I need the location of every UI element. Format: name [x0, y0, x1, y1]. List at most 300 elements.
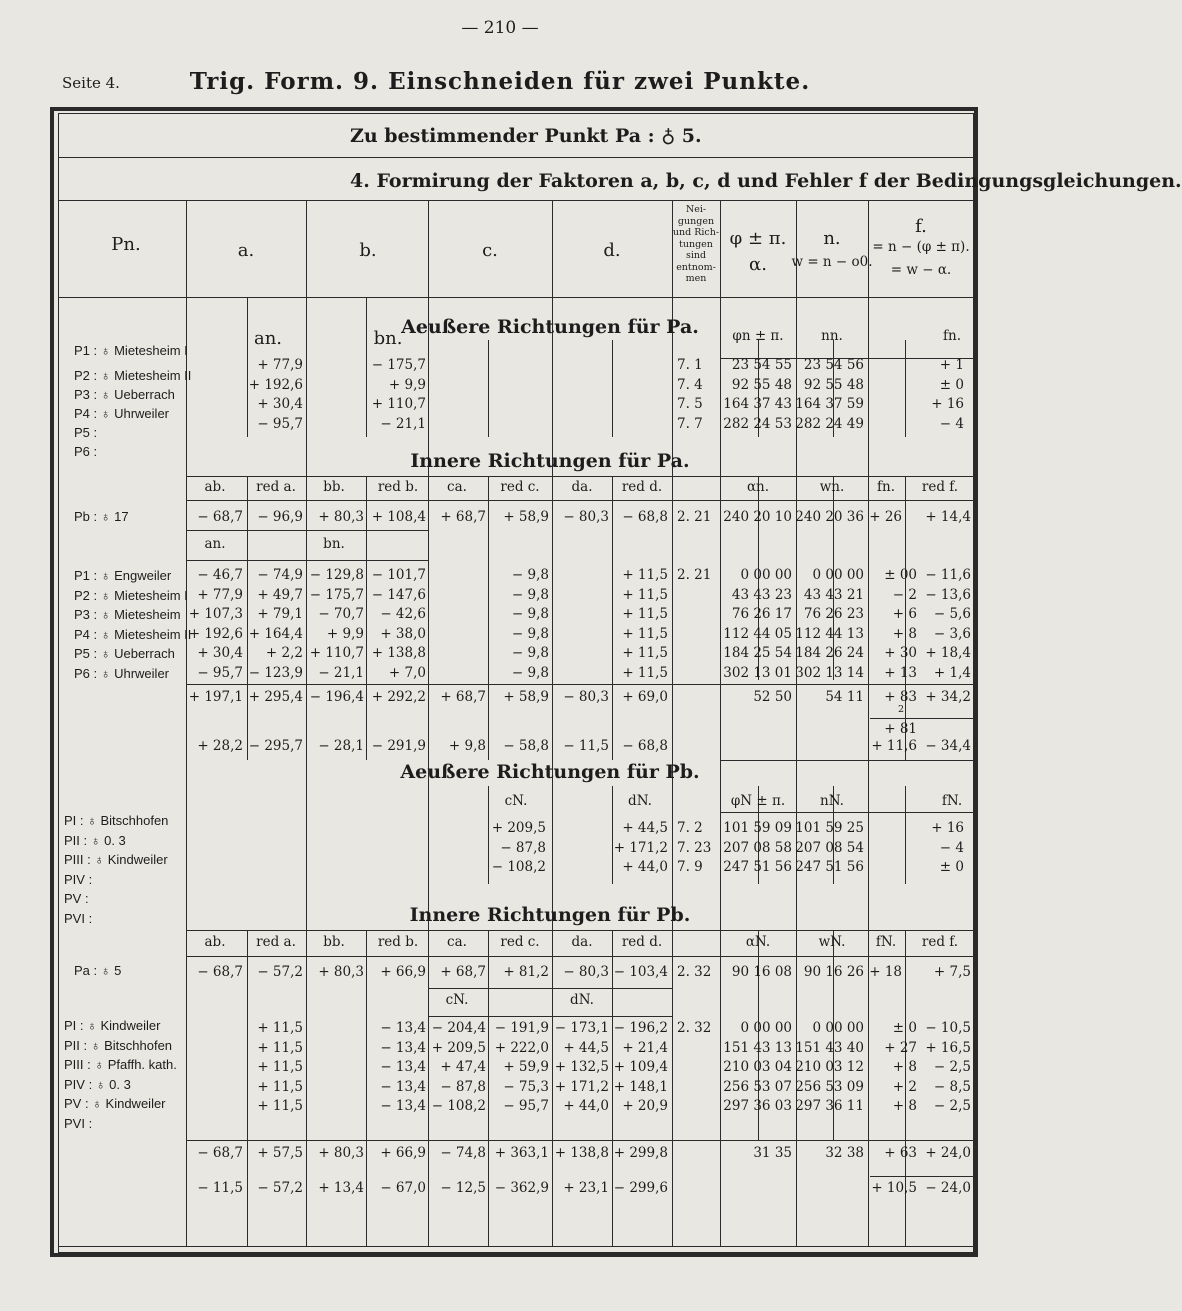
cell-value: 101 59 09: [723, 820, 792, 836]
cell-value: − 175,7: [309, 586, 364, 603]
cell-value: + 295,4: [248, 689, 303, 705]
cell-value: + 11,5: [257, 1020, 303, 1036]
cell-value: + 192,6: [248, 376, 303, 393]
cell-value: + 44,5: [563, 1039, 609, 1056]
header-source-note: sind: [685, 250, 707, 261]
cell-value: − 5,6: [933, 606, 971, 622]
cell-value: 2. 21: [677, 567, 712, 583]
cell-value: + 57,5: [257, 1145, 303, 1161]
column-line: [366, 930, 367, 1246]
cell-value: + 9,9: [388, 376, 426, 393]
cell-value: − 95,7: [503, 1098, 549, 1114]
cell-value: + 47,4: [440, 1059, 486, 1075]
header-c: c.: [482, 240, 498, 261]
point-label: P2 : ♁ Mietesheim II: [74, 368, 192, 383]
cell-value: 151 43 40: [795, 1039, 864, 1056]
cell-value: 92 55 48: [731, 376, 792, 393]
cell-value: 7. 1: [677, 357, 703, 373]
cell-value: 297 36 03: [723, 1098, 792, 1114]
column-line: [868, 200, 869, 1246]
cell-value: ± 0: [892, 1020, 917, 1036]
column-line: [306, 200, 307, 1246]
cell-value: 7. 7: [677, 415, 703, 432]
cell-value: + 16: [931, 820, 964, 836]
column-line: [612, 340, 613, 437]
rule-line: [870, 718, 974, 719]
cell-value: − 123,9: [248, 664, 303, 681]
subhead-red-d: red d.: [621, 479, 663, 495]
point-label: PIV : ♁ 0. 3: [64, 1076, 131, 1092]
column-line: [247, 476, 248, 760]
cell-value: + 38,0: [380, 625, 426, 642]
cell-value: − 3,6: [933, 625, 971, 642]
subhead-nn: nn.: [821, 328, 843, 344]
cell-value: + 164,4: [248, 625, 303, 642]
cell-value: − 13,4: [380, 1020, 426, 1036]
cell-value: 32 38: [825, 1145, 864, 1161]
cell-value: 240 20 10: [723, 509, 792, 525]
point-label: P4 : ♁ Uhrweiler: [74, 406, 169, 421]
rule-line: [186, 560, 428, 561]
cell-value: + 30,4: [197, 645, 243, 661]
point-label: PIII : ♁ Pfaffh. kath.: [64, 1057, 177, 1072]
cell-value: + 11,5: [622, 606, 668, 622]
subhead-ab-b: ab.: [204, 934, 226, 950]
cell-value: 101 59 25: [795, 820, 864, 836]
rule-line: [720, 812, 974, 813]
cell-value: + 11,5: [257, 1039, 303, 1056]
cell-value: + 58,9: [503, 689, 549, 705]
cell-value: 302 13 14: [795, 664, 864, 681]
subhead-fN-inner: fN.: [875, 934, 897, 950]
subhead-fn: fn.: [943, 328, 961, 344]
cell-value: − 2,5: [933, 1098, 971, 1114]
rule-section-title: [58, 200, 974, 201]
subhead-cN-2: cN.: [445, 992, 469, 1008]
cell-value: 7. 4: [677, 376, 703, 393]
form-page-label: Seite 4.: [62, 74, 120, 92]
rule-line: [428, 1016, 672, 1017]
column-line: [672, 200, 673, 1246]
cell-value: 282 24 49: [795, 415, 864, 432]
cell-value: − 68,7: [197, 964, 243, 980]
cell-value: 164 37 59: [795, 396, 864, 412]
cell-value: 2. 21: [677, 509, 712, 525]
cell-value: + 209,5: [431, 1039, 486, 1056]
cell-value: + 58,9: [503, 509, 549, 525]
cell-value: + 8: [892, 625, 917, 642]
cell-value: + 108,4: [371, 509, 426, 525]
header-w: w = n − o0.: [791, 254, 873, 270]
cell-value: − 74,9: [257, 567, 303, 583]
cell-value: + 16: [931, 396, 964, 412]
subhead-dN: dN.: [628, 793, 652, 809]
cell-value: + 107,3: [188, 606, 243, 622]
cell-value: 90 16 08: [731, 964, 792, 980]
column-line: [366, 476, 367, 760]
cell-value: + 197,1: [188, 689, 243, 705]
header-b: b.: [359, 240, 377, 261]
cell-value: − 108,2: [431, 1098, 486, 1114]
cell-value: − 96,9: [257, 509, 303, 525]
cell-value: − 80,3: [563, 689, 609, 705]
subhead-w-n: wn.: [819, 479, 845, 495]
cell-value: − 12,5: [440, 1180, 486, 1196]
cell-value: + 209,5: [491, 820, 546, 836]
header-source-note: Nei-: [685, 204, 707, 215]
cell-value: + 138,8: [371, 645, 426, 661]
section-title: 4. Formirung der Faktoren a, b, c, d und Fehler f der Bedingungsgleichungen.: [350, 170, 1182, 192]
header-source-note: tungen: [679, 238, 713, 250]
cell-value: 76 26 17: [731, 606, 792, 622]
cell-value: ± 0: [939, 859, 964, 875]
cell-value: + 30: [884, 645, 917, 661]
header-f-formula1: = n − (φ ± π).: [872, 239, 970, 255]
cell-value: + 44,0: [563, 1098, 609, 1114]
subhead-bn: bn.: [373, 328, 403, 349]
subhead-cN: cN.: [504, 793, 528, 809]
cell-value: + 11,6: [871, 738, 917, 754]
subhead-ab: ab.: [204, 479, 226, 495]
cell-value: − 24,0: [925, 1180, 971, 1196]
point-label: P6 : ♁ Uhrweiler: [74, 665, 169, 681]
header-source-note: und Rich-: [672, 227, 720, 238]
cell-value: ± 00: [884, 567, 917, 583]
cell-value: + 80,3: [318, 964, 364, 980]
rule-line: [186, 684, 974, 685]
column-line: [247, 930, 248, 1246]
cell-value: + 132,5: [554, 1059, 609, 1075]
cell-value: 90 16 26: [803, 964, 864, 980]
subhead-da: da.: [571, 479, 593, 495]
subhead-alphaN: αN.: [745, 934, 771, 950]
cell-value: + 2,2: [265, 645, 303, 661]
header-f-formula2: = w − α.: [890, 262, 952, 278]
cell-value: + 292,2: [371, 689, 426, 705]
cell-value: 247 51 56: [723, 859, 792, 875]
cell-value: + 11,5: [622, 625, 668, 642]
cell-value: 207 08 58: [723, 839, 792, 856]
point-label: PV :: [64, 891, 89, 906]
cell-value: + 81,2: [503, 964, 549, 980]
column-line: [488, 340, 489, 437]
cell-value: 164 37 43: [723, 396, 792, 412]
page-number: — 210 —: [461, 18, 539, 38]
cell-value: − 58,8: [503, 738, 549, 754]
point-label: P6 :: [74, 444, 98, 459]
cell-value: 0 00 00: [812, 567, 864, 583]
cell-value: − 173,1: [554, 1020, 609, 1036]
cell-value: − 68,7: [197, 1145, 243, 1161]
subhead-phin: φn ± π.: [732, 328, 784, 344]
cell-value: 210 03 12: [795, 1059, 864, 1075]
cell-value: − 13,6: [925, 586, 971, 603]
cell-value: − 9,8: [511, 625, 549, 642]
subhead-ca-b: ca.: [447, 934, 467, 950]
cell-value: − 80,3: [563, 509, 609, 525]
point-to-determine: Zu bestimmender Punkt Pa : ♁ 5.: [350, 125, 702, 147]
point-label: PI : ♁ Bitschhofen: [64, 813, 169, 828]
cell-value: + 110,7: [371, 396, 426, 412]
cell-value: − 57,2: [257, 964, 303, 980]
cell-value: 2. 32: [677, 1020, 712, 1036]
cell-value: − 21,1: [318, 664, 364, 681]
cell-value: + 13,4: [318, 1180, 364, 1196]
cell-value: − 299,6: [613, 1180, 668, 1196]
cell-value: + 2: [892, 1078, 917, 1095]
cell-value: + 1: [939, 357, 964, 373]
cell-value: − 95,7: [197, 664, 243, 681]
cell-value: − 13,4: [380, 1078, 426, 1095]
rule-line: [186, 530, 428, 531]
cell-value: − 13,4: [380, 1039, 426, 1056]
subhead-red-f: red f.: [921, 479, 959, 495]
cell-value: + 109,4: [613, 1059, 668, 1075]
rule-line: [186, 956, 974, 957]
cell-value: + 7,5: [933, 964, 971, 980]
header-pn: Pn.: [111, 234, 141, 255]
cell-value: + 79,1: [257, 606, 303, 622]
header-source-note: men: [685, 273, 707, 284]
cell-value: + 34,2: [925, 689, 971, 705]
cell-value: + 138,8: [554, 1145, 609, 1161]
cell-value: − 13,4: [380, 1059, 426, 1075]
cell-value: − 196,2: [613, 1020, 668, 1036]
cell-value: + 1,4: [933, 664, 971, 681]
cell-value: 0 00 00: [812, 1020, 864, 1036]
cell-value: ± 0: [939, 376, 964, 393]
cell-value: + 11,5: [622, 645, 668, 661]
cell-value: + 44,0: [622, 859, 668, 875]
cell-value: + 69,0: [622, 689, 668, 705]
header-phi: φ ± π.: [729, 228, 787, 249]
rule-line: [720, 760, 974, 761]
header-source-note: gungen: [677, 215, 715, 227]
cell-value: 0 00 00: [740, 567, 792, 583]
subhead-da-b: da.: [571, 934, 593, 950]
subhead-fN: fN.: [941, 793, 963, 809]
point-label: P5 :: [74, 425, 98, 440]
cell-value: + 11,5: [257, 1059, 303, 1075]
cell-value: − 74,8: [440, 1145, 486, 1161]
cell-value: 151 43 13: [723, 1039, 792, 1056]
cell-value: + 18: [869, 964, 902, 980]
cell-value: − 95,7: [257, 415, 303, 432]
cell-value: 31 35: [753, 1145, 792, 1161]
column-line: [720, 200, 721, 1246]
cell-value: 282 24 53: [723, 415, 792, 432]
point-label: P3 : ♁ Ueberrach: [74, 387, 175, 402]
cell-value: 247 51 56: [795, 859, 864, 875]
point-label: PIV :: [64, 871, 93, 887]
half-note: 2: [898, 704, 905, 715]
rule-line: [186, 500, 974, 501]
cell-value: − 9,8: [511, 567, 549, 583]
cell-value: + 66,9: [380, 1145, 426, 1161]
cell-value: + 28,2: [197, 738, 243, 754]
cell-value: + 110,7: [309, 645, 364, 661]
rule-line: [186, 1140, 974, 1141]
cell-value: − 34,4: [925, 738, 971, 754]
subhead-an: an.: [253, 328, 283, 349]
cell-value: + 27: [884, 1039, 917, 1056]
subhead-bb: bb.: [323, 479, 345, 495]
cell-value: − 75,3: [503, 1078, 549, 1095]
cell-value: + 9,8: [448, 738, 486, 754]
cell-value: − 101,7: [371, 567, 426, 583]
cell-value: − 11,6: [925, 567, 971, 583]
cell-value: + 6: [892, 606, 917, 622]
page-title: Trig. Form. 9. Einschneiden für zwei Punkte.: [189, 68, 811, 95]
cell-value: − 4: [939, 839, 964, 856]
cell-value: − 9,8: [511, 586, 549, 603]
point-label: PI : ♁ Kindweiler: [64, 1018, 161, 1033]
cell-value: − 103,4: [613, 964, 668, 980]
cell-value: + 363,1: [494, 1145, 549, 1161]
rule-line: [186, 476, 974, 477]
subhead-bb-b: bb.: [323, 934, 345, 950]
cell-value: − 11,5: [563, 738, 609, 754]
section-internal-a: Innere Richtungen für Pa.: [410, 450, 690, 472]
cell-value: − 295,7: [248, 738, 303, 754]
cell-value: + 80,3: [318, 1145, 364, 1161]
rule-line: [428, 988, 672, 989]
point-label: PII : ♁ 0. 3: [64, 832, 126, 848]
cell-value: − 8,5: [933, 1078, 971, 1095]
subhead-ca: ca.: [447, 479, 467, 495]
point-label-pa: Pa : ♁ 5: [74, 963, 122, 978]
cell-value: + 68,7: [440, 964, 486, 980]
cell-value: 7. 23: [677, 839, 712, 856]
cell-value: + 49,7: [257, 586, 303, 603]
cell-value: − 147,6: [371, 586, 426, 603]
cell-value: − 13,4: [380, 1098, 426, 1114]
rule-line: [870, 1176, 974, 1177]
cell-value: + 68,7: [440, 509, 486, 525]
cell-value: + 11,5: [622, 567, 668, 583]
cell-value: − 57,2: [257, 1180, 303, 1196]
cell-value: + 68,7: [440, 689, 486, 705]
cell-value: − 196,4: [309, 689, 364, 705]
cell-value: + 81: [884, 721, 917, 737]
header-alpha: α.: [749, 254, 767, 275]
column-line: [247, 297, 248, 437]
subhead-nN: nN.: [820, 793, 844, 809]
subhead-dN-2: dN.: [570, 992, 594, 1008]
point-label: PVI :: [64, 910, 93, 926]
cell-value: + 8: [892, 1059, 917, 1075]
cell-value: + 11,5: [622, 664, 668, 681]
point-label: P1 : ♁ Engweiler: [74, 568, 172, 583]
section-external-a: Aeußere Richtungen für Pa.: [401, 316, 699, 338]
header-f: f.: [915, 216, 927, 237]
cell-value: − 291,9: [371, 738, 426, 754]
cell-value: 76 26 23: [803, 606, 864, 622]
cell-value: − 28,1: [318, 738, 364, 754]
cell-value: + 59,9: [503, 1059, 549, 1075]
cell-value: 112 44 13: [795, 625, 864, 642]
column-line: [428, 200, 429, 1246]
header-a: a.: [237, 240, 255, 261]
cell-value: − 191,9: [494, 1020, 549, 1036]
cell-value: − 87,8: [500, 839, 546, 856]
point-label-pb: Pb : ♁ 17: [74, 509, 129, 524]
point-label: P2 : ♁ Mietesheim I: [74, 587, 188, 603]
point-label: PII : ♁ Bitschhofen: [64, 1037, 173, 1053]
cell-value: − 11,5: [197, 1180, 243, 1196]
cell-value: 184 26 24: [795, 645, 864, 661]
cell-value: 207 08 54: [795, 839, 864, 856]
cell-value: − 9,8: [511, 664, 549, 681]
cell-value: + 26: [869, 509, 902, 525]
cell-value: + 171,2: [613, 839, 668, 856]
column-line: [366, 297, 367, 437]
subhead-red-d-b: red d.: [621, 934, 663, 950]
cell-value: + 10,5: [871, 1180, 917, 1196]
point-label: PVI :: [64, 1115, 93, 1131]
cell-value: 184 25 54: [723, 645, 792, 661]
cell-value: 7. 5: [677, 396, 703, 412]
cell-value: − 2,5: [933, 1059, 971, 1075]
cell-value: 54 11: [825, 689, 864, 705]
column-line: [905, 340, 906, 437]
header-d: d.: [603, 240, 621, 261]
cell-value: 23 54 55: [731, 357, 792, 373]
cell-value: + 299,8: [613, 1145, 668, 1161]
cell-value: + 30,4: [257, 396, 303, 412]
cell-value: + 11,5: [257, 1098, 303, 1114]
cell-value: + 20,9: [622, 1098, 668, 1114]
cell-value: − 67,0: [380, 1180, 426, 1196]
subhead-red-c: red c.: [500, 479, 540, 495]
cell-value: − 68,8: [622, 509, 668, 525]
cell-value: + 13: [884, 664, 917, 681]
cell-value: + 77,9: [197, 586, 243, 603]
cell-value: + 192,6: [188, 625, 243, 642]
subhead-red-b-b: red b.: [377, 934, 419, 950]
column-line: [488, 476, 489, 760]
point-label: PV : ♁ Kindweiler: [64, 1096, 166, 1111]
subhead-an-2: an.: [204, 536, 226, 552]
subhead-fn-inner: fn.: [877, 479, 895, 495]
subhead-red-a: red a.: [256, 479, 296, 495]
cell-value: − 204,4: [431, 1020, 486, 1036]
cell-value: − 2: [892, 586, 917, 603]
cell-value: − 175,7: [371, 357, 426, 373]
point-label: PIII : ♁ Kindweiler: [64, 852, 168, 867]
header-n: n.: [823, 228, 841, 249]
cell-value: 0 00 00: [740, 1020, 792, 1036]
cell-value: + 171,2: [554, 1078, 609, 1095]
cell-value: 23 54 56: [803, 357, 864, 373]
column-line: [612, 476, 613, 760]
cell-value: − 4: [939, 415, 964, 432]
cell-value: 112 44 05: [723, 625, 792, 642]
cell-value: + 14,4: [925, 509, 971, 525]
cell-value: 43 43 21: [803, 586, 864, 603]
cell-value: + 148,1: [613, 1078, 668, 1095]
cell-value: 2. 32: [677, 964, 712, 980]
cell-value: + 222,0: [494, 1039, 549, 1056]
cell-value: 7. 9: [677, 859, 703, 875]
subhead-red-b: red b.: [377, 479, 419, 495]
cell-value: 92 55 48: [803, 376, 864, 393]
cell-value: − 68,7: [197, 509, 243, 525]
cell-value: + 63: [884, 1145, 917, 1161]
cell-value: − 129,8: [309, 567, 364, 583]
cell-value: 256 53 07: [723, 1078, 792, 1095]
cell-value: + 24,0: [925, 1145, 971, 1161]
